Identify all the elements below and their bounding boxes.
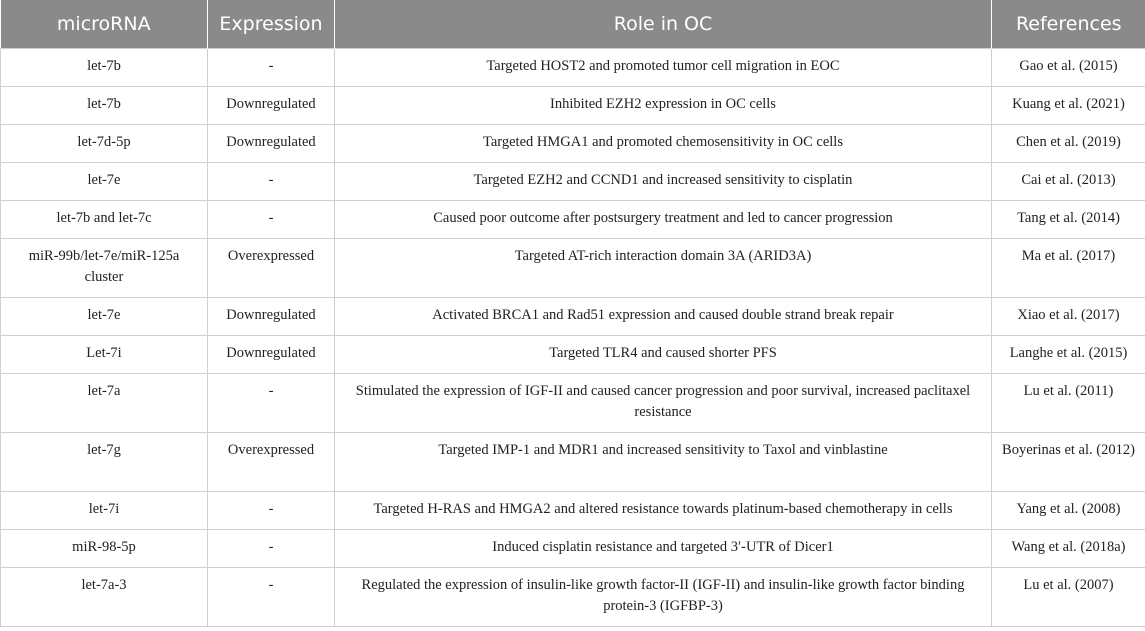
cell-expression: Overexpressed: [208, 238, 335, 297]
cell-microrna: miR-99b/let-7e/miR-125a cluster: [1, 238, 208, 297]
cell-microrna: let-7e: [1, 162, 208, 200]
cell-expression: Downregulated: [208, 297, 335, 335]
table-row: [1, 567, 1145, 626]
cell-reference: Ma et al. (2017): [992, 238, 1145, 297]
cell-reference: Tang et al. (2014): [992, 200, 1145, 238]
table-row: [1, 162, 1145, 200]
cell-expression: -: [208, 529, 335, 567]
table-header: [1, 0, 1145, 48]
header-row: [1, 0, 1145, 48]
table-row: [1, 491, 1145, 529]
header-role: Role in OC: [335, 0, 992, 48]
cell-role: Targeted H-RAS and HMGA2 and altered resistance towards platinum-based chemotherapy in cells: [335, 491, 992, 529]
table-body: [1, 48, 1145, 626]
cell-role: Caused poor outcome after postsurgery treatment and led to cancer progression: [335, 200, 992, 238]
cell-role: Stimulated the expression of IGF-II and caused cancer progression and poor survival, increased paclitaxel resistance: [335, 373, 992, 432]
cell-reference: Lu et al. (2007): [992, 567, 1145, 626]
table-row: [1, 529, 1145, 567]
cell-role: Targeted HMGA1 and promoted chemosensitivity in OC cells: [335, 124, 992, 162]
cell-expression: -: [208, 567, 335, 626]
cell-expression: -: [208, 491, 335, 529]
cell-reference: Boyerinas et al. (2012): [992, 432, 1145, 491]
cell-role: Targeted AT-rich interaction domain 3A (ARID3A): [335, 238, 992, 297]
table-row: [1, 200, 1145, 238]
cell-reference: Langhe et al. (2015): [992, 335, 1145, 373]
cell-expression: -: [208, 162, 335, 200]
cell-role: Targeted TLR4 and caused shorter PFS: [335, 335, 992, 373]
cell-role: Activated BRCA1 and Rad51 expression and caused double strand break repair: [335, 297, 992, 335]
cell-reference: Lu et al. (2011): [992, 373, 1145, 432]
cell-reference: Chen et al. (2019): [992, 124, 1145, 162]
cell-expression: -: [208, 373, 335, 432]
cell-reference: Cai et al. (2013): [992, 162, 1145, 200]
cell-reference: Gao et al. (2015): [992, 48, 1145, 86]
cell-expression: Downregulated: [208, 86, 335, 124]
cell-expression: Downregulated: [208, 124, 335, 162]
cell-microrna: Let-7i: [1, 335, 208, 373]
cell-expression: Downregulated: [208, 335, 335, 373]
header-references: References: [1015, 12, 1122, 35]
cell-microrna: let-7b: [1, 86, 208, 124]
cell-role: Regulated the expression of insulin-like growth factor-II (IGF-II) and insulin-like growth factor binding protein-3 (IGFBP-3): [335, 567, 992, 626]
cell-reference: Kuang et al. (2021): [992, 86, 1145, 124]
table-row: [1, 373, 1145, 432]
cell-microrna: let-7b: [1, 48, 208, 86]
cell-role: Inhibited EZH2 expression in OC cells: [335, 86, 992, 124]
cell-microrna: let-7b and let-7c: [1, 200, 208, 238]
cell-microrna: let-7e: [1, 297, 208, 335]
cell-reference: Xiao et al. (2017): [992, 297, 1145, 335]
table-row: [1, 432, 1145, 491]
cell-expression: -: [208, 200, 335, 238]
cell-expression: -: [208, 48, 335, 86]
table-row: [1, 124, 1145, 162]
cell-role: Targeted IMP-1 and MDR1 and increased sensitivity to Taxol and vinblastine: [335, 432, 992, 491]
cell-microrna: miR-98-5p: [1, 529, 208, 567]
cell-microrna: let-7d-5p: [1, 124, 208, 162]
header-expression: Expression: [208, 0, 335, 48]
table-row: [1, 86, 1145, 124]
cell-role: Targeted HOST2 and promoted tumor cell migration in EOC: [335, 48, 992, 86]
cell-reference: Wang et al. (2018a): [992, 529, 1145, 567]
cell-expression: Overexpressed: [208, 432, 335, 491]
cell-role: Targeted EZH2 and CCND1 and increased sensitivity to cisplatin: [335, 162, 992, 200]
cell-microrna: let-7a: [1, 373, 208, 432]
cell-reference: Yang et al. (2008): [992, 491, 1145, 529]
cell-role: Induced cisplatin resistance and targeted 3′-UTR of Dicer1: [335, 529, 992, 567]
cell-microrna: let-7a-3: [1, 567, 208, 626]
table-row: [1, 238, 1145, 297]
cell-microrna: let-7i: [1, 491, 208, 529]
header-microrna: microRNA: [1, 0, 208, 48]
cell-microrna: let-7g: [1, 432, 208, 491]
table-row: [1, 297, 1145, 335]
table-row: [1, 335, 1145, 373]
table-row: [1, 48, 1145, 86]
